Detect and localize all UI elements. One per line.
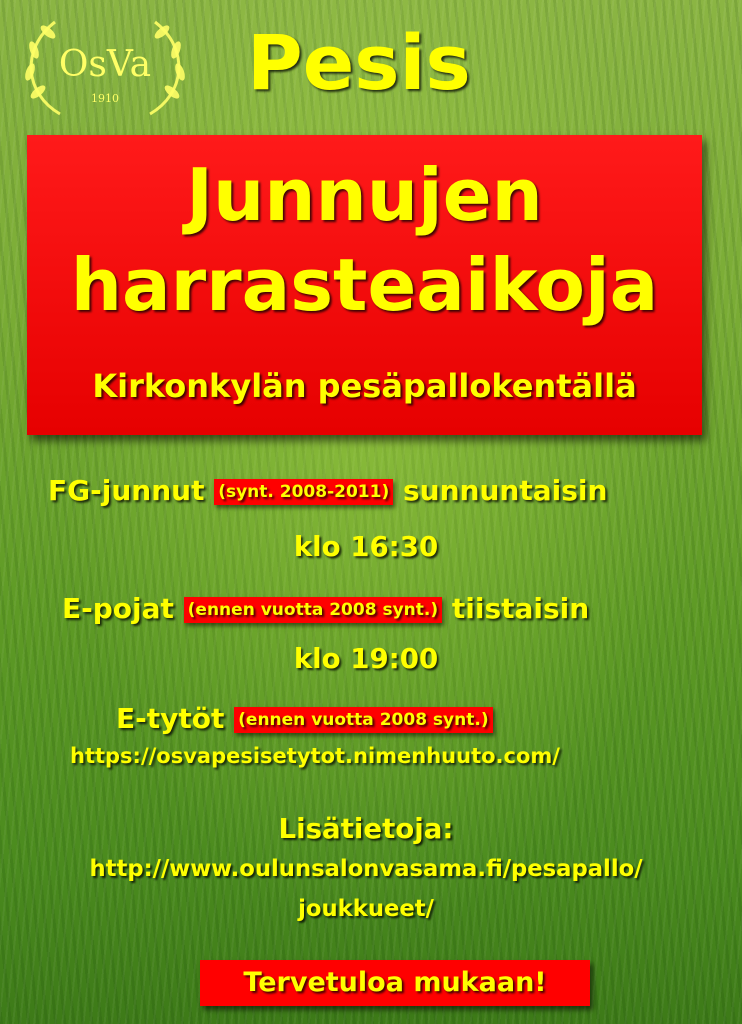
more-info-label: Lisätietoja: — [278, 812, 454, 845]
headline-line-1-text: Junnujen — [186, 153, 543, 237]
club-website-link[interactable]: http://www.oulunsalonvasama.fi/pesapallo/ — [89, 856, 643, 882]
training-day: tiistaisin — [451, 592, 590, 625]
headline-line-2 — [27, 243, 702, 327]
osva-logo — [20, 14, 190, 124]
welcome-banner: Tervetuloa mukaan! — [200, 960, 590, 1006]
schedule-e-boys-time: klo 19:00 — [293, 642, 439, 675]
headline-line-2-text: harrasteaikoja — [70, 243, 659, 327]
schedule-fg-time: klo 16:30 — [293, 530, 439, 563]
training-day: sunnuntaisin — [402, 474, 608, 507]
location-text: Kirkonkylän pesäpallokentällä — [92, 367, 637, 405]
birth-year-badge: (ennen vuotta 2008 synt.) — [184, 597, 442, 623]
logo-text: OsVa — [58, 44, 152, 85]
headline-line-1 — [27, 153, 702, 237]
team-name: E-tytöt — [116, 702, 225, 735]
location-subheading — [27, 367, 702, 405]
logo-year: 1910 — [91, 92, 119, 105]
schedule-fg-row — [48, 474, 698, 507]
club-website-link-cont[interactable]: joukkueet/ — [298, 896, 434, 922]
schedule-e-boys-row — [62, 592, 702, 625]
team-name: FG-junnut — [48, 474, 205, 507]
schedule-e-girls-row — [116, 702, 636, 735]
birth-year-badge: (ennen vuotta 2008 synt.) — [234, 707, 492, 733]
team-name: E-pojat — [62, 592, 174, 625]
title-text: Pesis — [247, 18, 471, 107]
birth-year-badge: (synt. 2008-2011) — [214, 479, 393, 505]
e-girls-link[interactable]: https://osvapesisetytot.nimenhuuto.com/ — [70, 744, 560, 768]
headline-banner — [27, 135, 702, 435]
page-title — [247, 8, 497, 118]
